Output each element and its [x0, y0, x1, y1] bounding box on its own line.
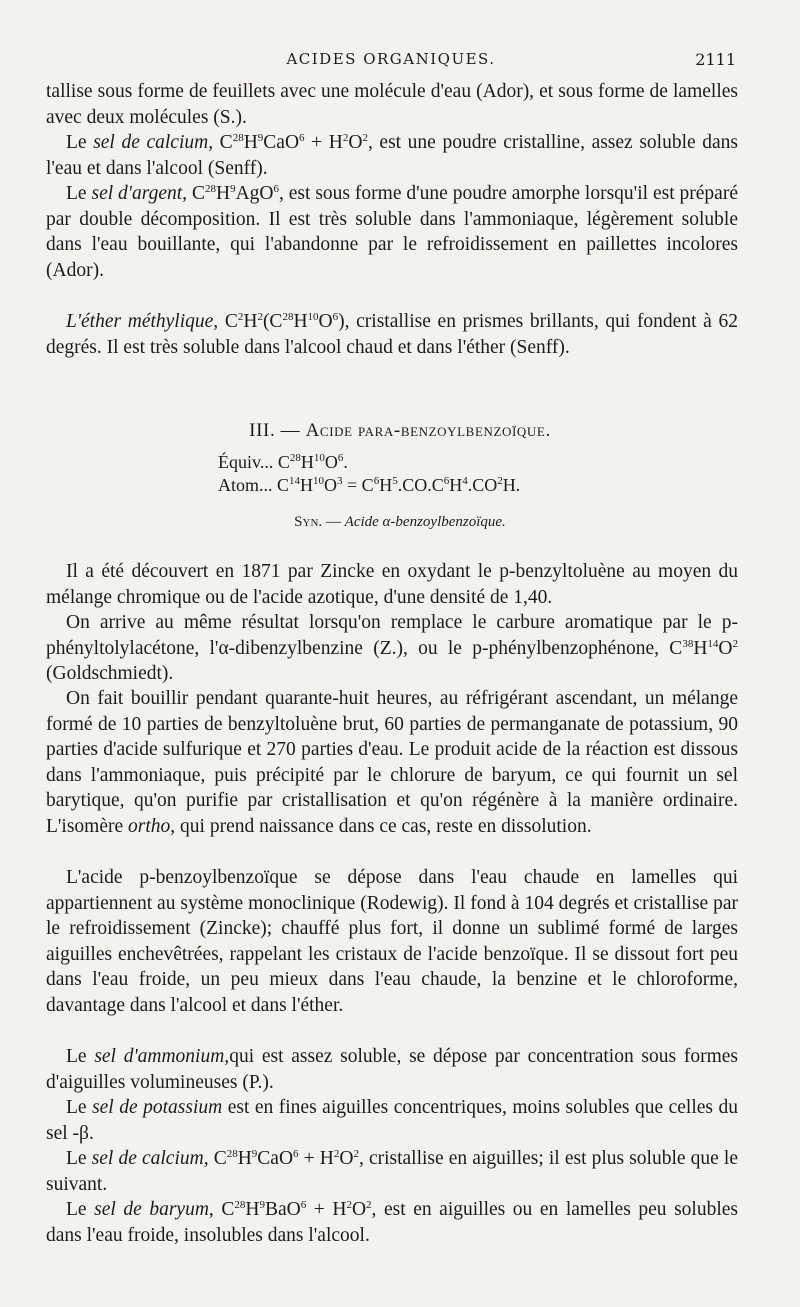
formula-sup: 2: [497, 475, 503, 487]
text-run: Le: [66, 183, 92, 204]
formula-sup: 2: [346, 1199, 352, 1211]
formula-run: O: [318, 311, 333, 332]
italic-term: sel d'ammonium,: [94, 1046, 230, 1067]
formula-sup: 2: [732, 637, 738, 650]
formula-sup: 28: [282, 311, 294, 323]
formula-sup: 28: [234, 1199, 246, 1211]
formula-sup: 10: [313, 452, 325, 464]
text-run: Le: [66, 1097, 93, 1118]
formula-run: H: [293, 311, 308, 332]
formula-run: CaO: [257, 1148, 294, 1169]
formula-sup: 10: [307, 311, 319, 323]
paragraph-potassium-salt: [46, 1095, 738, 1146]
formula-run: O: [348, 132, 363, 153]
text-run: Le: [66, 1148, 92, 1169]
formula-sup: 28: [226, 1148, 238, 1160]
italic-term: L'éther méthylique,: [66, 311, 219, 332]
paragraph-same-result: [46, 610, 738, 687]
formula-run: .CO: [467, 475, 498, 495]
formula-sup: 6: [373, 475, 380, 487]
paragraph-silver-salt: [46, 181, 738, 283]
formula-sup: 5: [392, 475, 398, 487]
text-run: On arrive au même résultat lorsqu'on remplace le carbure aromatique par le p-phényltolylacétone, l'α-dibenzylbenzine (Z.), ou le p-phénylbenzophénone, C: [46, 612, 738, 659]
formula-run: C: [187, 183, 205, 204]
formula-run: C: [277, 475, 290, 495]
formula-sup: 2: [353, 1148, 359, 1160]
formula-sup: 14: [707, 637, 719, 650]
formula-sup: 28: [232, 132, 244, 144]
formula-run: BaO: [264, 1199, 301, 1220]
paragraph-text: L'acide p-benzoylbenzoïque se dépose dans l'eau chaude en lamelles qui appartiennent au système monoclinique (Rodewig). Il fond à 104 degrés et cristallise par le refroidissement (Zincke); chauffé plus fort, il donne un sublimé formé de larges aiguilles enchevêtrées, rappelant les cristaux de l'acide benzoïque. Il se dissout fort peu dans l'eau froide, un peu mieux dans l'eau chaude, la benzine et le chloroforme, davantage dans l'alcool et dans l'éther.: [46, 867, 738, 1016]
formula-sup: 28: [204, 183, 216, 195]
formula-sup: 28: [289, 452, 301, 464]
formula-run: .CO.C: [397, 475, 444, 495]
equiv-formula: [218, 452, 348, 473]
formula-run: O: [324, 452, 338, 472]
formula-sup: 6: [332, 311, 339, 323]
formula-run: C: [208, 1148, 227, 1169]
paragraph-text: Il a été découvert en 1871 par Zincke en oxydant le p-benzyltoluène au moyen du mélange chromique ou de l'acide azotique, d'une densité de 1,40.: [46, 561, 738, 608]
formula-run: H: [300, 452, 314, 472]
italic-term: sel de potassium: [92, 1097, 223, 1118]
formula-sup: 3: [337, 475, 343, 487]
text-run: On fait bouillir pendant quarante-huit heures, au réfrigérant ascendant, un mélange formé de 10 parties de benzyltoluène brut, 60 parties de permanganate de potassium, 90 parties d'acide sulfurique et 270 parties d'eau. Le produit acide de la réaction est dissous dans l'ammoniaque, puis précipité par le chlorure de baryum, ce qui fournit un sel barytique, qu'on purifie par cristallisation et qu'on régénère à la manière ordinaire. L'isomère: [46, 688, 738, 837]
section-number: III. —: [249, 420, 306, 441]
formula-run: = C: [342, 475, 374, 495]
formula-sup: 6: [273, 183, 279, 195]
formula-run: C: [213, 132, 233, 153]
formula-sup: 6: [293, 1148, 299, 1160]
paragraph-calcium-salt-2: [46, 1146, 738, 1197]
syn-label: Syn.: [294, 514, 323, 530]
formula-run: C: [218, 311, 238, 332]
formula-run: H: [300, 475, 314, 495]
paragraph-barium-salt: [46, 1197, 738, 1248]
formula-sup: 2: [257, 311, 263, 323]
formula-run: O: [324, 475, 338, 495]
formula-run: H: [215, 183, 231, 204]
formula-run: H.: [502, 475, 521, 495]
paragraph-text: tallise sous forme de feuillets avec une molécule d'eau (Ador), et sous forme de lamelles avec deux molécules (S.).: [46, 81, 738, 128]
formula-run: (C: [262, 311, 283, 332]
paragraph-1: [46, 79, 738, 130]
paragraph-discovery: [46, 559, 738, 610]
paragraph-properties: [46, 865, 738, 1019]
italic-term: sel de baryum,: [94, 1199, 214, 1220]
text-run: , est une poudre cristalline, assez soluble dans l'eau et dans l'alcool (Senff).: [46, 132, 738, 179]
text-run: ), cristallise en prismes brillants, qui fondent à 62 degrés. Il est très soluble dans l'alcool chaud et dans l'éther (Senff).: [46, 311, 738, 358]
syn-name: Acide α-benzoylbenzoïque.: [344, 514, 506, 530]
formula-run: C: [277, 452, 290, 472]
formula-sup: 14: [289, 475, 301, 487]
formula-run: .: [343, 452, 348, 472]
page-header: [46, 50, 736, 74]
section-heading: [0, 420, 800, 442]
formula-run: H: [379, 475, 393, 495]
formula-sup: 4: [462, 475, 468, 487]
paragraph-calcium-salt-1: [46, 130, 738, 181]
formula-label: Atom...: [218, 475, 278, 495]
atom-formula: [218, 475, 520, 496]
formula-run: + H: [298, 1148, 334, 1169]
formula-sup: 2: [342, 132, 349, 144]
text-run: (Goldschmiedt).: [46, 663, 174, 685]
formula-run: + H: [304, 132, 343, 153]
italic-term: sel de calcium,: [91, 1148, 209, 1169]
formula-run: H: [237, 1148, 252, 1169]
text-run: , est en aiguilles ou en lamelles peu solubles dans l'eau froide, insolubles dans l'alcool.: [46, 1199, 738, 1246]
section-title: Acide para-benzoylbenzoïque.: [305, 420, 551, 441]
paragraph-preparation: [46, 686, 738, 840]
italic-term: ortho,: [128, 815, 176, 837]
formula-run: H: [243, 132, 258, 153]
formula-sup: 10: [313, 475, 325, 487]
formula-sup: 6: [337, 452, 344, 464]
italic-term: sel d'argent,: [91, 183, 188, 204]
text-run: , est sous forme d'une poudre amorphe lorsqu'il est préparé par double décomposition. Il est très soluble dans l'ammoniaque, légèrement soluble dans l'eau bouillante, qui l'abandonne par le refroidissement en paillettes incolores (Ador).: [46, 183, 738, 281]
formula-label: Équiv...: [218, 452, 278, 472]
syn-dash: —: [322, 514, 345, 530]
text-run: Le: [66, 1046, 95, 1067]
formula-run: + H: [306, 1199, 347, 1220]
formula-sup: 9: [259, 1199, 265, 1211]
formula-sup: 2: [366, 1199, 372, 1211]
paragraph-methyl-ether: [46, 309, 738, 360]
formula-run: H: [693, 637, 708, 659]
formula-sup: 38: [682, 637, 694, 650]
text-run: qui est assez soluble, se dépose par concentration sous formes d'aiguilles volumineuses (P.).: [46, 1046, 738, 1093]
formula-run: CaO: [263, 132, 300, 153]
formula-run: C: [213, 1199, 235, 1220]
formula-run: O: [718, 637, 733, 659]
formula-sup: 2: [362, 132, 368, 144]
running-title: ACIDES ORGANIQUES.: [286, 50, 496, 68]
formula-run: O: [351, 1199, 367, 1220]
text-run: est en fines aiguilles concentriques, moins solubles que celles du sel -β.: [46, 1097, 738, 1144]
italic-term: sel de calcium,: [93, 132, 214, 153]
synonym-line: [0, 514, 800, 531]
paragraph-ammonium-salt: [46, 1044, 738, 1095]
formula-sup: 6: [299, 132, 305, 144]
text-run: Le: [66, 132, 94, 153]
formula-sup: 6: [443, 475, 450, 487]
formula-run: O: [339, 1148, 354, 1169]
text-run: qui prend naissance dans ce cas, reste en dissolution.: [175, 815, 592, 837]
formula-run: H: [243, 311, 258, 332]
text-run: , cristallise en aiguilles; il est plus soluble que le suivant.: [46, 1148, 738, 1195]
formula-sup: 9: [230, 183, 236, 195]
page-number: 2111: [695, 50, 736, 69]
formula-run: H: [245, 1199, 260, 1220]
formula-sup: 2: [237, 311, 244, 323]
text-run: Le: [66, 1199, 95, 1220]
formula-sup: 9: [257, 132, 264, 144]
formula-run: H: [449, 475, 463, 495]
formula-sup: 9: [251, 1148, 258, 1160]
formula-run: AgO: [235, 183, 274, 204]
formula-sup: 6: [300, 1199, 307, 1211]
formula-sup: 2: [333, 1148, 340, 1160]
